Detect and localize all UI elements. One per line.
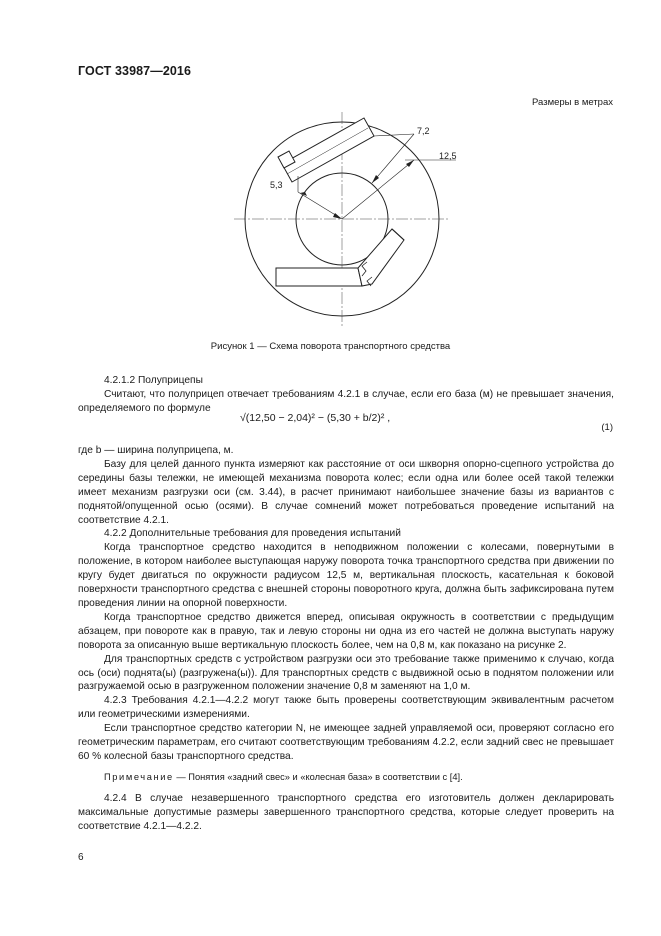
- dim-label-inner: 5,3: [270, 180, 283, 190]
- vehicle-lower-tractor: [358, 229, 404, 286]
- section-4-2-1-2-top: [78, 374, 614, 416]
- page-number: 6: [78, 852, 84, 863]
- paragraph: 4.2.4 В случае незавершенного транспортного средства его изготовитель должен декларировать максимальные допустимые размеры завершенного транспортного средства, которые следует проверить на соответствие 4.2.1—4.2.2.: [78, 792, 614, 832]
- dim-label-width: 7,2: [417, 126, 430, 136]
- paragraph: Когда транспортное средство находится в неподвижном положении с колесами, повернутыми в положение, в котором наиболее выступающая наружу поворота точка транспортного средства при движении по кругу будет двигаться по окружности радиусом 12,5 м, вертикальная плоскость, касательная к боковой поверхности транспортного средства с внешней стороны поворотного круга, должна быть зафиксирована путем проведения линии на опорной поверхности.: [78, 542, 614, 609]
- paragraph: 4.2.3 Требования 4.2.1—4.2.2 могут также быть проверены соответствующим эквивалентным расчетом или геометрическими измерениями.: [78, 695, 614, 721]
- note-text: — Понятия «задний свес» и «колесная база» в соответствии с [4].: [173, 771, 463, 782]
- vehicle-lower-trailer: [276, 268, 362, 286]
- paragraph: Когда транспортное средство движется вперед, описывая окружность в соответствии с предыдущим абзацем, при повороте как в правую, так и левую стороны ни одна из его частей не должна выступать наружу поворота за описанную выше вертикальную плоскость более, чем на 0,8 м, как показано на рисунке 2.: [78, 611, 614, 651]
- paragraph: Для транспортных средств с устройством разгрузки оси это требование также применимо к случаю, когда ось (оси) поднята(ы) (разгружена(ы)). Для транспортных средств с выдвижной осью в поднятом положении или разгружаемой осью в разгруженном положении значение 0,8 м заменяют на 1,0 м.: [78, 653, 614, 693]
- formula-where: где b — ширина полуприцепа, м.: [78, 445, 234, 456]
- formula: √(12,50 − 2,04)² − (5,30 + b/2)² ,: [240, 412, 391, 424]
- note: [78, 771, 614, 785]
- vehicle-upper: [282, 118, 374, 182]
- paragraph: Базу для целей данного пункта измеряют как расстояние от оси шкворня опорно-сцепного устройства до середины базы тележки, не имеющей механизма поворота колес; если одна или более осей такой тележки имеет механизм разгрузки оси (см. 3.44), в расчет принимают наибольшее значение базы из вариантов с поднятой/опущенной осью (осями). В случае сомнений может потребоваться проведение испытаний на соответствие 4.2.1.: [78, 458, 614, 526]
- paragraph: Считают, что полуприцеп отвечает требованиям 4.2.1 в случае, если его база (м) не превышает значения, определяемого по формуле: [78, 388, 614, 414]
- units-note: Размеры в метрах: [532, 97, 613, 108]
- document-header: ГОСТ 33987—2016: [78, 64, 192, 78]
- formula-number: (1): [601, 422, 613, 433]
- section-heading: 4.2.1.2 Полуприцепы: [104, 375, 203, 386]
- turning-diagram: [230, 108, 470, 330]
- section-heading: 4.2.2 Дополнительные требования для проведения испытаний: [104, 528, 401, 540]
- paragraph: Если транспортное средство категории N, не имеющее задней управляемой оси, проверяют согласно его геометрическим параметрам, его считают соответствующим требованиям 4.2.2, если задний свес не превышает 60 % колесной базы транспортного средства.: [78, 723, 614, 762]
- figure-caption: Рисунок 1 — Схема поворота транспортного средства: [210, 341, 451, 352]
- dim-label-outer: 12,5: [439, 151, 457, 161]
- note-label: Примечание: [104, 771, 174, 782]
- main-text: [78, 444, 614, 833]
